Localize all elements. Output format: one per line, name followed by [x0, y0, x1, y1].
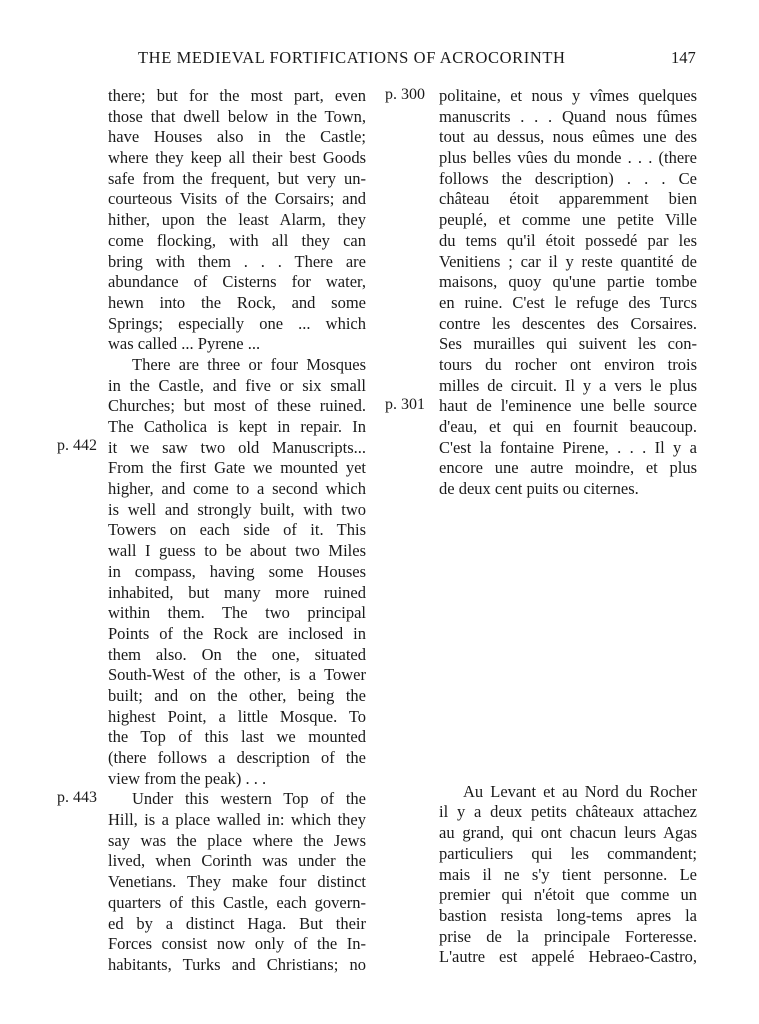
- text-line: Au Levant et au Nord du Rocher: [463, 781, 697, 801]
- text-line: encore une autre moindre, et plus: [439, 458, 697, 478]
- text-line: lived, when Corinth was under the: [108, 851, 366, 871]
- text-line: Venitiens ; car il y reste quantité de: [439, 251, 697, 271]
- text-line: Forces consist now only of the In-: [108, 934, 366, 954]
- text-line: the Top of this last we mounted: [108, 727, 366, 747]
- running-header: [0, 48, 759, 72]
- text-line: say was the place where the Jews: [108, 830, 366, 850]
- text-line: in compass, having some Houses: [108, 561, 366, 581]
- text-line: manuscrits . . . Quand nous fûmes: [439, 106, 697, 126]
- text-line: Ses murailles qui suivent les con-: [439, 334, 697, 354]
- column-gap: [439, 500, 697, 782]
- text-line: South-West of the other, is a Tower: [108, 665, 366, 685]
- text-line: higher, and come to a second which: [108, 479, 366, 499]
- text-line: built; and on the other, being the: [108, 685, 366, 705]
- text-line: L'autre est appelé Hebraeo-Castro,: [439, 947, 697, 967]
- text-line: them also. On the one, situated: [108, 644, 366, 664]
- text-line: prise de la principale Forteresse.: [439, 926, 697, 946]
- text-line: mais il ne s'y tient personne. Le: [439, 864, 697, 884]
- text-line: safe from the frequent, but very un-: [108, 168, 366, 188]
- text-line: C'est la fontaine Pirene, . . . Il y a: [439, 437, 697, 457]
- text-line: au grand, qui ont chacun leurs Agas: [439, 823, 697, 843]
- text-line: within them. The two principal: [108, 603, 366, 623]
- text-line: where they keep all their best Goods: [108, 148, 366, 168]
- text-line: milles de circuit. Il y a vers le plus: [439, 375, 697, 395]
- text-line: in the Castle, and five or six small: [108, 375, 366, 395]
- text-line: tours du rocher ont environ trois: [439, 354, 697, 374]
- text-line: courteous Visits of the Corsairs; and: [108, 189, 366, 209]
- text-line: hither, upon the least Alarm, they: [108, 210, 366, 230]
- text-line: it we saw two old Manuscripts...: [108, 437, 366, 457]
- text-line: de deux cent puits ou citernes.: [439, 479, 639, 499]
- text-line: premier qui n'étoit que comme un: [439, 885, 697, 905]
- text-line: highest Point, a little Mosque. To: [108, 706, 366, 726]
- page-number: 147: [671, 48, 696, 67]
- margin-note-p443: p. 443: [57, 789, 97, 806]
- text-line: there; but for the most part, even: [108, 86, 366, 105]
- text-line: wall I guess to be about two Miles: [108, 541, 366, 561]
- margin-note-p442: p. 442: [57, 437, 97, 454]
- text-line: was called ... Pyrene ...: [108, 334, 261, 354]
- text-line: follows the description) . . . Ce: [439, 168, 697, 188]
- text-line: Under this western Top of the: [132, 789, 366, 809]
- text-line: tout au dessus, nous eûmes une des: [439, 127, 697, 147]
- text-line: is well and strongly built, with two: [108, 499, 366, 519]
- running-title: THE MEDIEVAL FORTIFICATIONS OF ACROCORINTH: [138, 48, 566, 67]
- text-line: bring with them . . . There are: [108, 251, 366, 271]
- text-line: (there follows a description of the: [108, 748, 366, 767]
- text-line: come flocking, with all they can: [108, 230, 366, 250]
- text-line: habitants, Turks and Christians; no: [108, 954, 366, 974]
- left-column: [108, 86, 366, 976]
- text-line: hewn into the Rock, and some: [108, 292, 366, 312]
- text-line: château étoit apparemment bien: [439, 189, 697, 209]
- margin-note-p300: p. 300: [385, 86, 425, 103]
- text-line: plus belles vûes du monde . . . (there: [439, 148, 697, 168]
- text-line: Venetians. They make four distinct: [108, 872, 366, 892]
- text-line: du tems qu'il étoit possedé par les: [439, 230, 697, 250]
- text-line: en ruine. C'est le refuge des Turcs: [439, 292, 697, 312]
- text-line: d'eau, et qui en fournit beaucoup.: [439, 417, 697, 436]
- text-line: Points of the Rock are inclosed in: [108, 623, 366, 643]
- text-line: bastion resista long-tems apres la: [439, 905, 697, 925]
- text-line: those that dwell below in the Town,: [108, 106, 366, 126]
- text-line: maisons, quoy qu'une partie tombe: [439, 272, 697, 292]
- text-line: il y a deux petits châteaux attachez: [439, 802, 697, 822]
- text-line: Springs; especially one ... which: [108, 313, 366, 333]
- text-line: contre les descentes des Corsaires.: [439, 313, 697, 333]
- margin-note-p301: p. 301: [385, 396, 425, 413]
- text-line: There are three or four Mosques: [132, 354, 366, 374]
- text-line: Churches; but most of these ruined.: [108, 396, 366, 416]
- text-line: peuplé, et comme une petite Ville: [439, 210, 697, 230]
- right-column: [439, 86, 697, 968]
- text-line: ed by a distinct Haga. But their: [108, 913, 366, 933]
- text-line: particuliers qui les commandent;: [439, 843, 697, 863]
- text-line: abundance of Cisterns for water,: [108, 272, 366, 292]
- text-line: From the first Gate we mounted yet: [108, 458, 366, 478]
- text-line: Hill, is a place walled in: which they: [108, 810, 366, 830]
- text-line: The Catholica is kept in repair. In: [108, 417, 366, 436]
- text-line: view from the peak) . . .: [108, 768, 267, 788]
- text-line: inhabited, but many more ruined: [108, 582, 366, 602]
- text-line: haut de l'eminence une belle source: [439, 396, 697, 416]
- text-line: quarters of this Castle, each govern-: [108, 892, 366, 912]
- text-line: politaine, et nous y vîmes quelques: [439, 86, 697, 105]
- text-line: Towers on each side of it. This: [108, 520, 366, 540]
- text-line: have Houses also in the Castle;: [108, 127, 366, 147]
